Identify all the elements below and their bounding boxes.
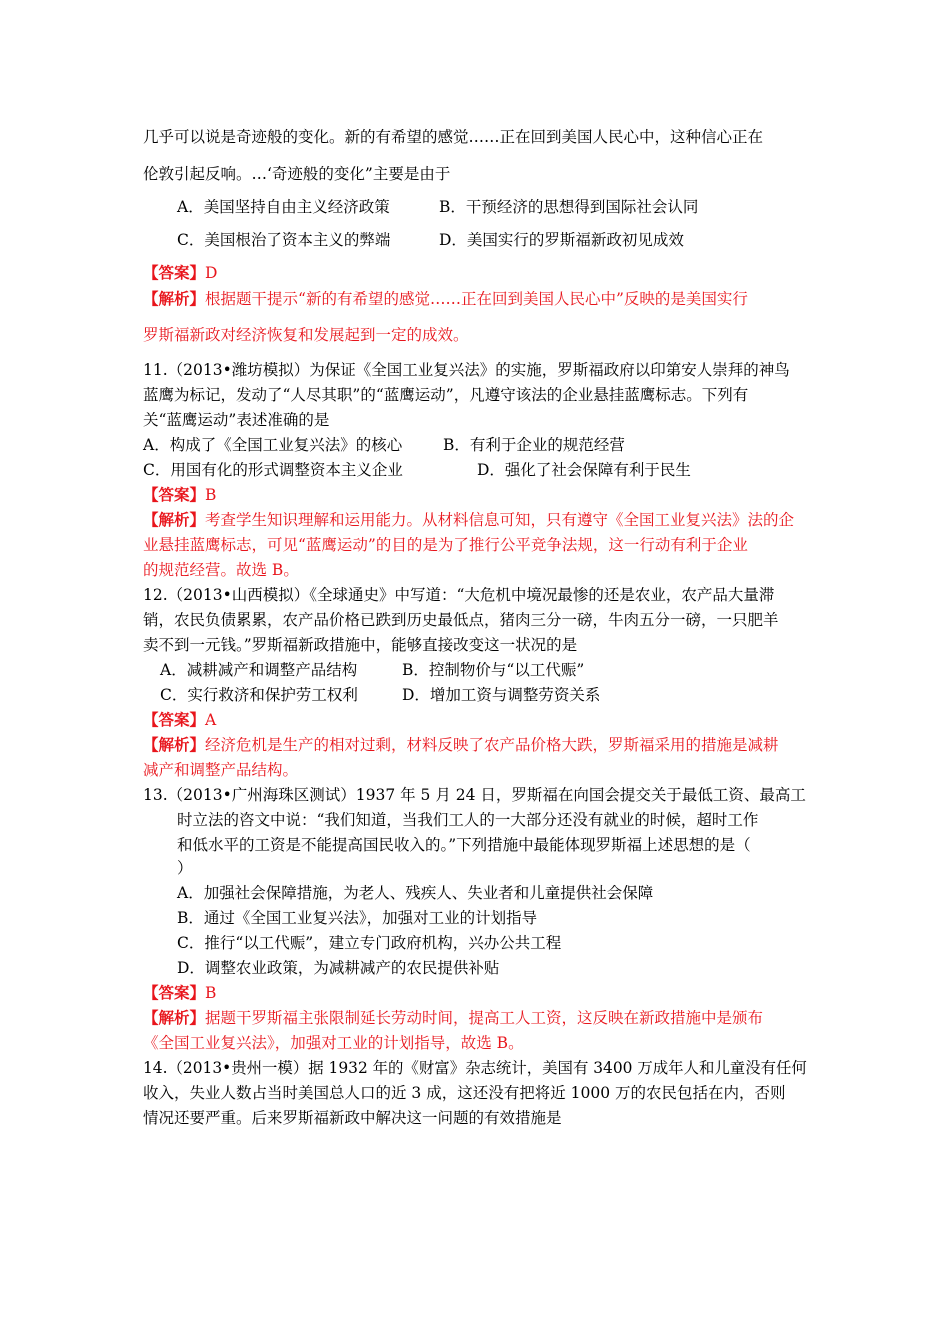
- q12-analysis: [143, 734, 779, 756]
- q13-stem-line: 时立法的咨文中说：“我们知道，当我们工人的一大部分还没有就业的时候，超时工作: [177, 811, 759, 829]
- analysis-label: 【解析】: [143, 510, 206, 529]
- q11-analysis-line: 的规范经营。故选 B。: [143, 561, 299, 579]
- answer-value: D: [205, 264, 218, 282]
- q10-analysis-line: 罗斯福新政对经济恢复和发展起到一定的成效。: [143, 326, 469, 344]
- analysis-text: 考查学生知识理解和运用能力。从材料信息可知，只有遵守《全国工业复兴法》法的企: [205, 511, 795, 529]
- q14-stem-line: 14.（2013•贵州一模）据 1932 年的《财富》杂志统计，美国有 3400 万成年人和儿童没有任何: [143, 1059, 807, 1077]
- q14-stem-line: 情况还要严重。后来罗斯福新政中解决这一问题的有效措施是: [143, 1109, 562, 1127]
- q13-option-a: A．加强社会保障措施，为老人、残疾人、失业者和儿童提供社会保障: [177, 884, 654, 902]
- q13-option-c: C．推行“以工代赈”，建立专门政府机构，兴办公共工程: [177, 934, 562, 952]
- q10-option-a: A．美国坚持自由主义经济政策: [177, 198, 390, 216]
- analysis-text: 根据题干提示“新的有希望的感觉……正在回到美国人民心中”反映的是美国实行: [205, 290, 748, 308]
- q12-option-a: A．减耕减产和调整产品结构: [160, 661, 358, 679]
- analysis-label: 【解析】: [143, 1008, 206, 1027]
- q12-option-b: B．控制物价与“以工代赈”: [402, 661, 585, 679]
- q13-analysis-line: 《全国工业复兴法》，加强对工业的计划指导，故选 B。: [143, 1034, 524, 1052]
- q12-answer: [143, 709, 216, 731]
- q12-analysis-line: 减产和调整产品结构。: [143, 761, 299, 779]
- q12-option-d: D．增加工资与调整劳资关系: [402, 686, 601, 704]
- analysis-text: 经济危机是生产的相对过剩，材料反映了农产品价格大跌，罗斯福采用的措施是减耕: [205, 736, 779, 754]
- q10-option-d: D．美国实行的罗斯福新政初见成效: [439, 231, 684, 249]
- q13-option-b: B．通过《全国工业复兴法》，加强对工业的计划指导: [177, 909, 538, 927]
- q13-stem-line: 13.（2013•广州海珠区测试）1937 年 5 月 24 日，罗斯福在向国会提交关于最低工资、最高工: [143, 786, 806, 804]
- answer-label: 【答案】: [143, 710, 206, 729]
- q13-analysis: [143, 1007, 763, 1029]
- q10-option-b: B．干预经济的思想得到国际社会认同: [439, 198, 699, 216]
- q13-stem-line: ）: [177, 859, 193, 877]
- q11-stem-line: 蓝鹰为标记，发动了“人尽其职”的“蓝鹰运动”，凡遵守该法的企业悬挂蓝鹰标志。下列有: [143, 386, 749, 404]
- analysis-label: 【解析】: [143, 289, 206, 308]
- q11-option-a: A．构成了《全国工业复兴法》的核心: [143, 436, 403, 454]
- q11-stem-line: 11.（2013•潍坊模拟）为保证《全国工业复兴法》的实施，罗斯福政府以印第安人崇拜的神鸟: [143, 361, 790, 379]
- q13-option-d: D．调整农业政策，为减耕减产的农民提供补贴: [177, 959, 500, 977]
- q11-stem-line: 关“蓝鹰运动”表述准确的是: [143, 411, 330, 429]
- analysis-label: 【解析】: [143, 735, 206, 754]
- answer-label: 【答案】: [143, 485, 206, 504]
- q11-analysis-line: 业悬挂蓝鹰标志，可见“蓝鹰运动”的目的是为了推行公平竞争法规，这一行动有利于企业: [143, 536, 748, 554]
- q12-stem-line: 12.（2013•山西模拟）《全球通史》中写道：“大危机中境况最惨的还是农业，农产品大量滞: [143, 586, 775, 604]
- q10-option-c: C．美国根治了资本主义的弊端: [177, 231, 391, 249]
- q13-answer: [143, 982, 216, 1004]
- answer-value: B: [205, 486, 217, 504]
- q14-stem-line: 收入，失业人数占当时美国总人口的近 3 成，这还没有把将近 1000 万的农民包括在内，否则: [143, 1084, 786, 1102]
- q12-stem-line: 销，农民负债累累，农产品价格已跌到历史最低点，猪肉三分一磅，牛肉五分一磅，一只肥羊: [143, 611, 779, 629]
- q11-answer: [143, 484, 216, 506]
- q10-analysis: [143, 288, 748, 310]
- analysis-text: 据题干罗斯福主张限制延长劳动时间，提高工人工资，这反映在新政措施中是颁布: [205, 1009, 764, 1027]
- q11-analysis: [143, 509, 794, 531]
- q11-option-d: D．强化了社会保障有利于民生: [477, 461, 691, 479]
- q10-stem-line: 伦敦引起反响。…‘奇迹般的变化”主要是由于: [143, 165, 451, 183]
- answer-label: 【答案】: [143, 983, 206, 1002]
- q10-answer: [143, 262, 217, 284]
- q10-stem-line: 几乎可以说是奇迹般的变化。新的有希望的感觉……正在回到美国人民心中，这种信心正在: [143, 128, 764, 146]
- q11-option-c: C．用国有化的形式调整资本主义企业: [143, 461, 403, 479]
- q12-stem-line: 卖不到一元钱。”罗斯福新政措施中，能够直接改变这一状况的是: [143, 636, 578, 654]
- q11-option-b: B．有利于企业的规范经营: [443, 436, 625, 454]
- q12-option-c: C．实行救济和保护劳工权利: [160, 686, 358, 704]
- q13-stem-line: 和低水平的工资是不能提高国民收入的。”下列措施中最能体现罗斯福上述思想的是（: [177, 836, 751, 854]
- answer-value: B: [205, 984, 217, 1002]
- answer-label: 【答案】: [143, 263, 206, 282]
- answer-value: A: [205, 711, 217, 729]
